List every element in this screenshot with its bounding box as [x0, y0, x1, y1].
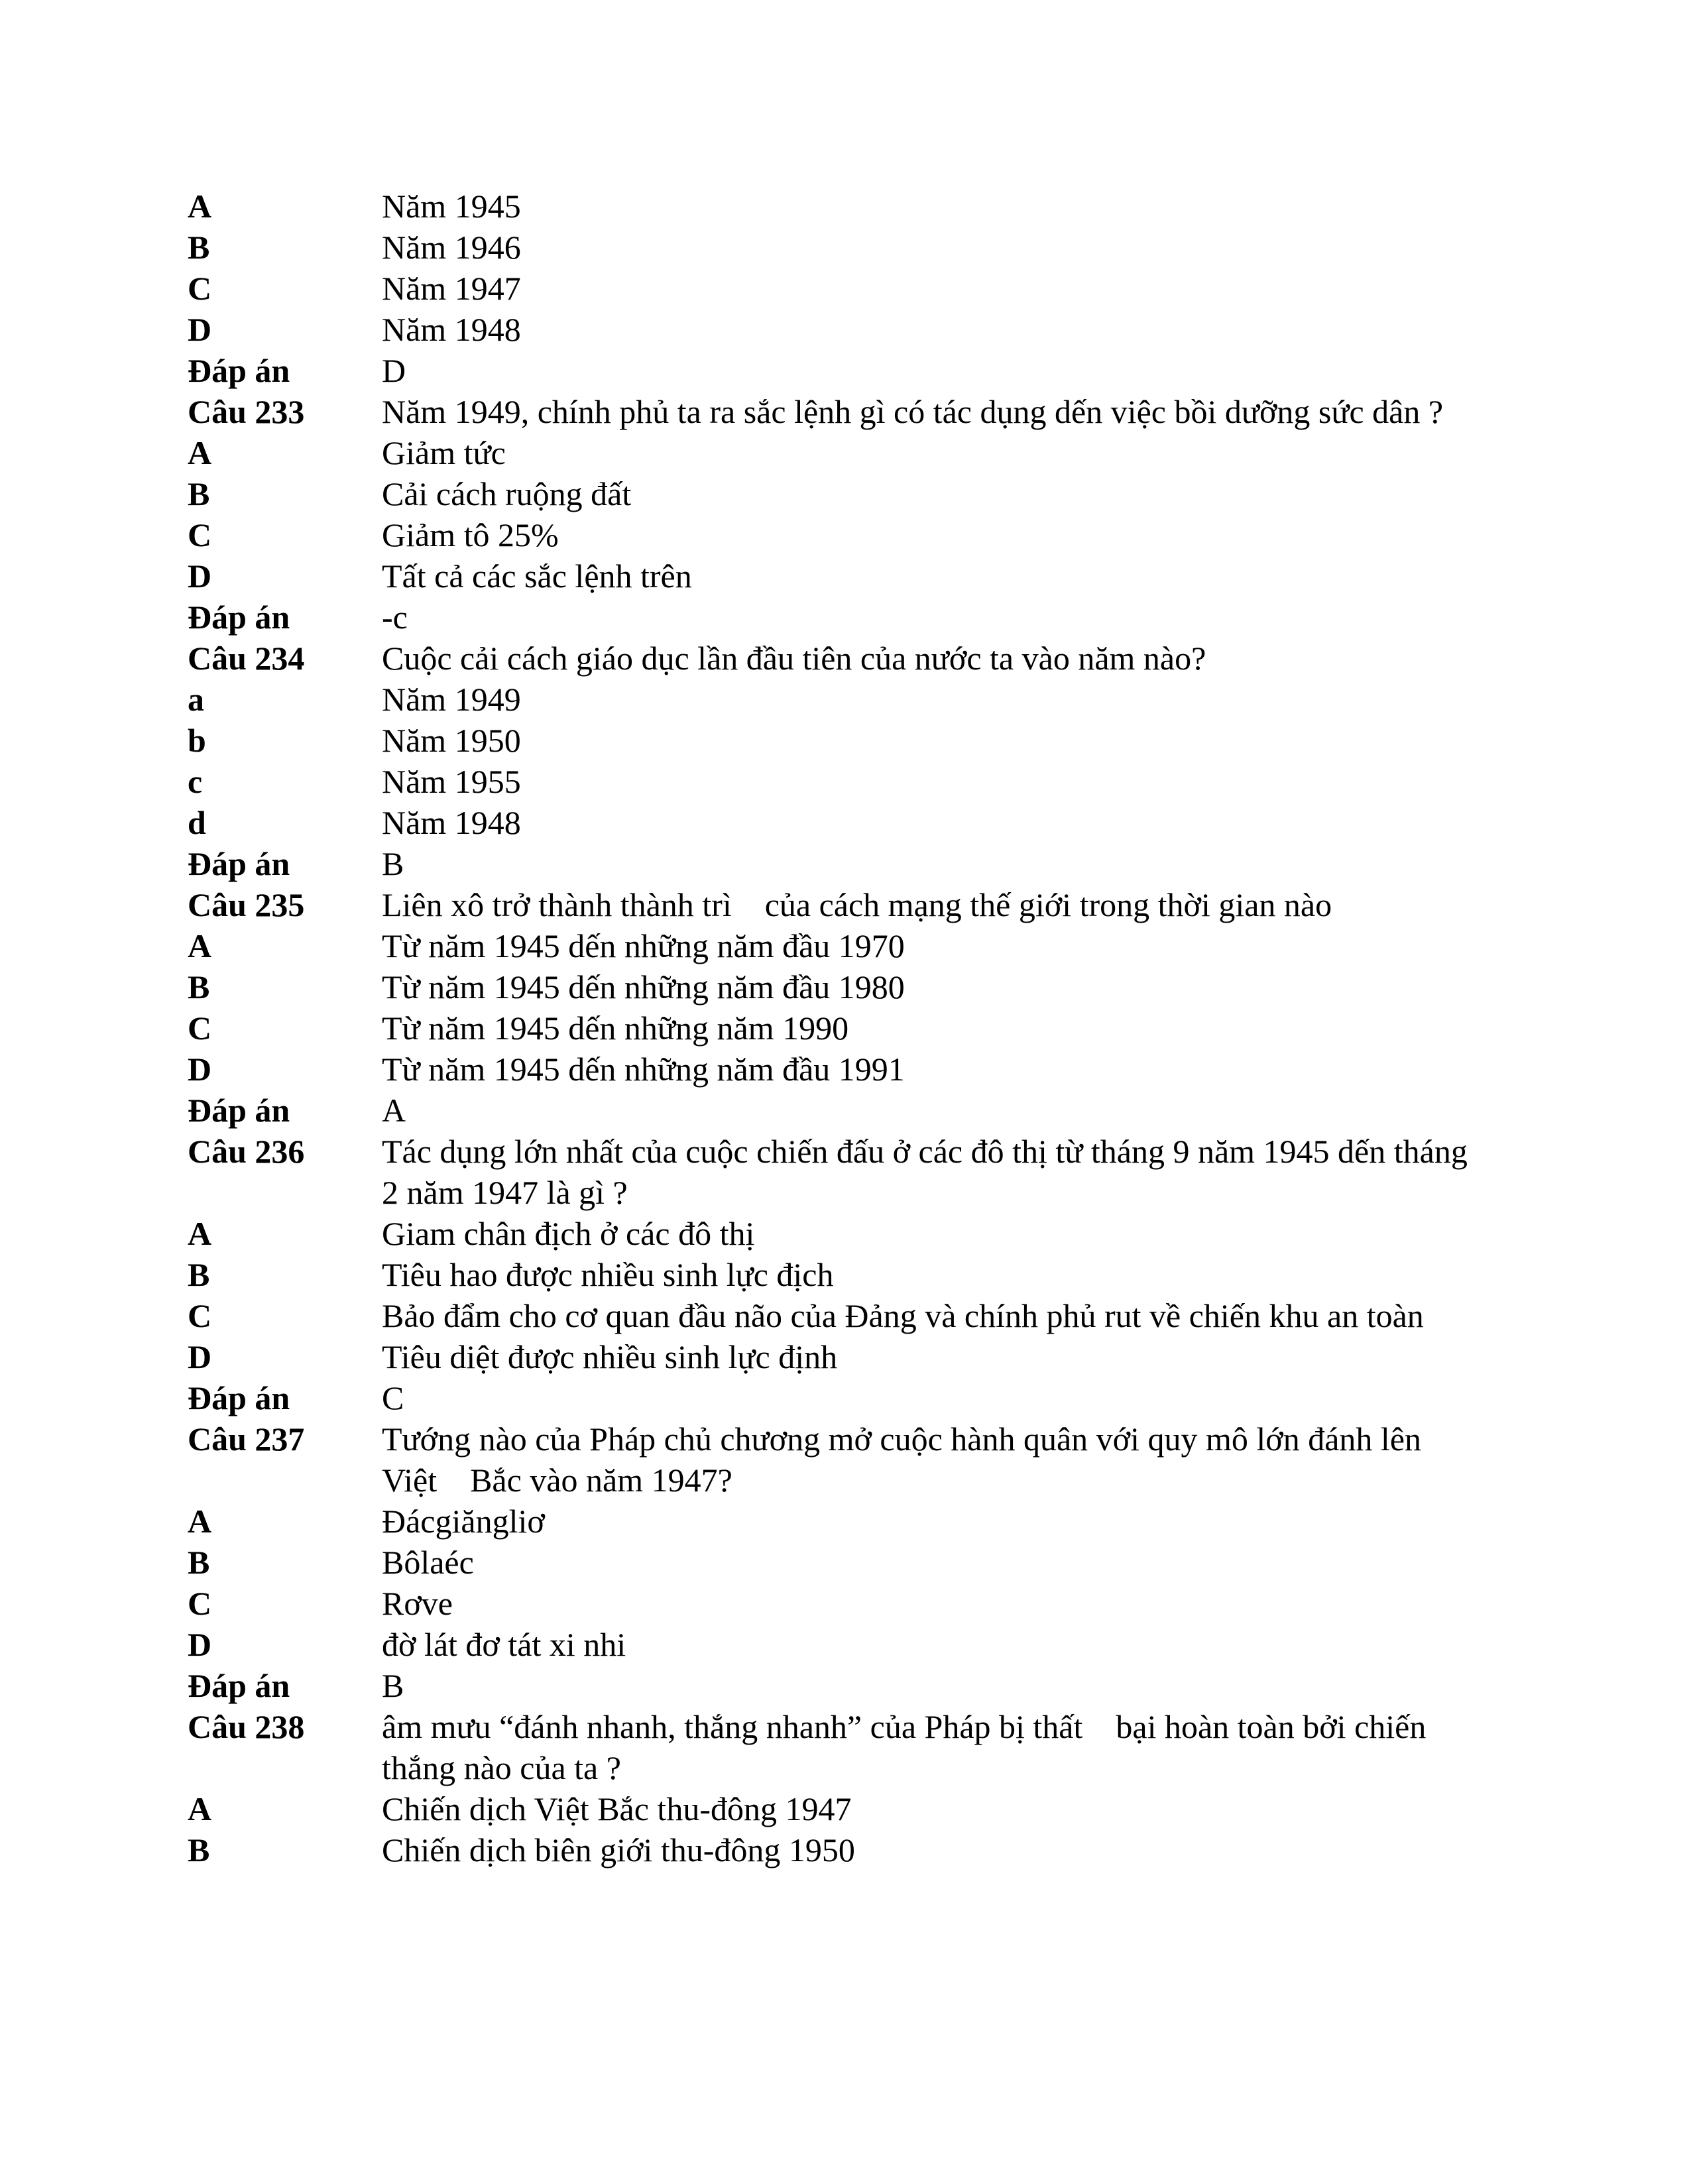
- row-text: D: [382, 352, 406, 389]
- row-label: Câu 235: [188, 886, 305, 923]
- option-row: [188, 1624, 1474, 1665]
- row-text: A: [382, 1092, 406, 1129]
- option-row: [188, 1213, 1474, 1254]
- row-label: A: [188, 1503, 212, 1540]
- row-text: Tiêu diệt được nhiều sinh lực định: [382, 1338, 838, 1375]
- row-text: Đácgiăngliơ: [382, 1503, 545, 1540]
- row-label: Đáp án: [188, 352, 290, 389]
- row-label: A: [188, 1790, 212, 1827]
- row-text: Tác dụng lớn nhất của cuộc chiến đấu ở các đô thị từ tháng 9 năm 1945 dến tháng 2 năm 1947 là gì ?: [382, 1133, 1476, 1211]
- row-label: C: [188, 516, 212, 553]
- option-row: [188, 473, 1474, 514]
- row-text: Tướng nào của Pháp chủ chương mở cuộc hành quân với quy mô lớn đánh lên Việt Bắc vào năm 1947?: [382, 1420, 1429, 1499]
- row-label: A: [188, 1215, 212, 1252]
- row-text: C: [382, 1379, 404, 1416]
- row-label: Đáp án: [188, 845, 290, 882]
- option-row: [188, 966, 1474, 1007]
- row-text: Năm 1946: [382, 229, 521, 266]
- option-row: [188, 432, 1474, 473]
- row-text: Tiêu hao được nhiều sinh lực địch: [382, 1256, 834, 1293]
- option-row: [188, 1829, 1474, 1870]
- option-row: [188, 268, 1474, 309]
- option-row: [188, 186, 1474, 227]
- row-label: D: [188, 1626, 212, 1663]
- row-label: c: [188, 763, 203, 800]
- row-text: Từ năm 1945 dến những năm đầu 1970: [382, 927, 905, 964]
- row-text: Năm 1955: [382, 763, 521, 800]
- row-text: Năm 1948: [382, 311, 521, 348]
- row-label: C: [188, 1009, 212, 1047]
- row-text: đờ lát đơ tát xi nhi: [382, 1626, 626, 1663]
- option-row: [188, 555, 1474, 597]
- option-row: [188, 1583, 1474, 1624]
- row-label: Đáp án: [188, 1379, 290, 1416]
- row-text: Tất cả các sắc lệnh trên: [382, 557, 692, 595]
- option-row: [188, 227, 1474, 268]
- row-label: B: [188, 968, 210, 1006]
- option-row: [188, 514, 1474, 555]
- row-label: A: [188, 927, 212, 964]
- row-text: Giảm tô 25%: [382, 516, 559, 553]
- row-label: a: [188, 681, 204, 718]
- option-row: [188, 1336, 1474, 1377]
- row-label: A: [188, 434, 212, 471]
- row-text: Chiến dịch biên giới thu-đông 1950: [382, 1831, 855, 1868]
- row-label: C: [188, 270, 212, 307]
- row-label: B: [188, 1831, 210, 1868]
- answer-row: [188, 350, 1474, 391]
- row-text: Liên xô trở thành thành trì của cách mạng thế giới trong thời gian nào: [382, 886, 1332, 923]
- row-text: Năm 1948: [382, 804, 521, 841]
- row-label: Đáp án: [188, 1092, 290, 1129]
- option-row: [188, 1007, 1474, 1049]
- question-row: [188, 1706, 1474, 1788]
- row-label: D: [188, 1338, 212, 1375]
- row-text: Cuộc cải cách giáo dục lần đầu tiên của nước ta vào năm nào?: [382, 640, 1206, 677]
- row-text: Năm 1947: [382, 270, 521, 307]
- option-row: [188, 802, 1474, 843]
- option-row: [188, 1295, 1474, 1336]
- row-text: Từ năm 1945 dến những năm đầu 1991: [382, 1051, 905, 1088]
- question-row: [188, 1131, 1474, 1213]
- row-label: B: [188, 229, 210, 266]
- row-text: Giam chân địch ở các đô thị: [382, 1215, 755, 1252]
- option-row: [188, 309, 1474, 350]
- row-text: Rơve: [382, 1585, 453, 1622]
- row-text: âm mưu “đánh nhanh, thắng nhanh” của Pháp bị thất bại hoàn toàn bởi chiến thắng nào của ta ?: [382, 1708, 1434, 1786]
- row-label: B: [188, 1544, 210, 1581]
- row-label: C: [188, 1297, 212, 1334]
- question-row: [188, 638, 1474, 679]
- question-row: [188, 391, 1474, 432]
- row-label: d: [188, 804, 206, 841]
- row-label: Câu 236: [188, 1133, 305, 1170]
- row-label: Đáp án: [188, 599, 290, 636]
- answer-row: [188, 1377, 1474, 1418]
- row-text: Năm 1950: [382, 722, 521, 759]
- option-row: [188, 761, 1474, 802]
- row-label: Đáp án: [188, 1667, 290, 1704]
- option-row: [188, 1542, 1474, 1583]
- question-answer-list: [188, 186, 1474, 1870]
- row-label: D: [188, 1051, 212, 1088]
- answer-row: [188, 843, 1474, 884]
- answer-row: [188, 597, 1474, 638]
- row-label: Câu 238: [188, 1708, 305, 1745]
- option-row: [188, 720, 1474, 761]
- option-row: [188, 679, 1474, 720]
- row-text: Giảm tức: [382, 434, 506, 471]
- row-text: Cải cách ruộng đất: [382, 475, 632, 512]
- row-text: B: [382, 845, 404, 882]
- row-label: D: [188, 311, 212, 348]
- row-label: C: [188, 1585, 212, 1622]
- row-text: Bôlaéc: [382, 1544, 474, 1581]
- row-text: -c: [382, 599, 408, 636]
- option-row: [188, 1049, 1474, 1090]
- row-text: Năm 1949: [382, 681, 521, 718]
- option-row: [188, 1254, 1474, 1295]
- question-row: [188, 884, 1474, 925]
- row-text: Năm 1949, chính phủ ta ra sắc lệnh gì có tác dụng dến việc bồi dưỡng sức dân ?: [382, 393, 1444, 430]
- question-row: [188, 1418, 1474, 1501]
- row-label: D: [188, 557, 212, 595]
- row-text: Năm 1945: [382, 188, 521, 225]
- row-text: Từ năm 1945 dến những năm đầu 1980: [382, 968, 905, 1006]
- row-label: Câu 234: [188, 640, 305, 677]
- answer-row: [188, 1665, 1474, 1706]
- row-label: b: [188, 722, 206, 759]
- answer-row: [188, 1090, 1474, 1131]
- row-label: B: [188, 1256, 210, 1293]
- option-row: [188, 1501, 1474, 1542]
- row-text: Từ năm 1945 dến những năm 1990: [382, 1009, 849, 1047]
- row-label: Câu 233: [188, 393, 305, 430]
- row-label: B: [188, 475, 210, 512]
- row-text: Bảo đẩm cho cơ quan đầu não của Đảng và chính phủ rut về chiến khu an toàn: [382, 1297, 1424, 1334]
- option-row: [188, 1788, 1474, 1829]
- row-text: B: [382, 1667, 404, 1704]
- option-row: [188, 925, 1474, 966]
- row-label: Câu 237: [188, 1420, 305, 1458]
- row-label: A: [188, 188, 212, 225]
- row-text: Chiến dịch Việt Bắc thu-đông 1947: [382, 1790, 852, 1827]
